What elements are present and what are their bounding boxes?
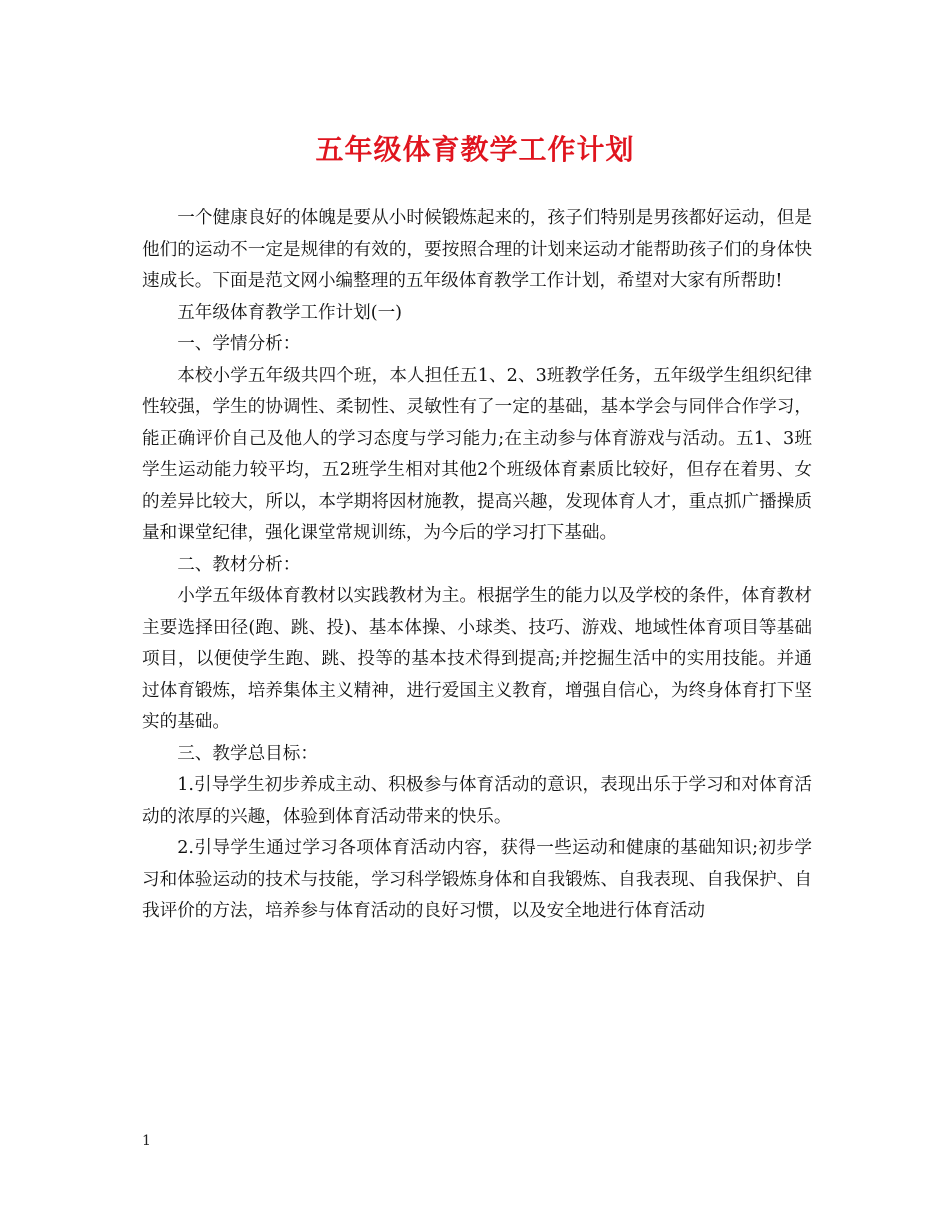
page-number: 1 bbox=[142, 1133, 151, 1149]
plan-heading: 五年级体育教学工作计划(一) bbox=[177, 302, 403, 323]
material-analysis-paragraph: 小学五年级体育教材以实践教材为主。根据学生的能力以及学校的条件，体育教材主要选择田径(跑、跳、投)、基本体操、小球类、技巧、游戏、地域性体育项目等基础项目，以便使学生跑、跳、投等的基本技术得到提高;并挖掘生活中的实用技能。并通过体育锻炼，培养集体主义精神，进行爱国主义教育，增强自信心，为终身体育打下坚实的基础。 bbox=[142, 586, 812, 732]
document-title: 五年级体育教学工作计划 bbox=[315, 133, 635, 166]
goal-item-1: 1.引导学生初步养成主动、积极参与体育活动的意识，表现出乐于学习和对体育活动的浓厚的兴趣，体验到体育活动带来的快乐。 bbox=[142, 775, 812, 827]
section-heading-material-analysis: 二、教材分析： bbox=[177, 554, 301, 575]
goal-item-2: 2.引导学生通过学习各项体育活动内容，获得一些运动和健康的基础知识;初步学习和体验运动的技术与技能，学习科学锻炼身体和自我锻炼、自我表现、自我保护、自我评价的方法，培养参与体育活动的良好习惯，以及安全地进行体育活动 bbox=[142, 838, 812, 921]
student-analysis-paragraph: 本校小学五年级共四个班，本人担任五1、2、3班教学任务，五年级学生组织纪律性较强，学生的协调性、柔韧性、灵敏性有了一定的基础，基本学会与同伴合作学习，能正确评价自己及他人的学习态度与学习能力;在主动参与体育游戏与活动。五1、3班学生运动能力较平均，五2班学生相对其他2个班级体育素质比较好，但存在着男、女的差异比较大，所以，本学期将因材施教，提高兴趣，发现体育人才，重点抓广播操质量和课堂纪律，强化课堂常规训练，为今后的学习打下基础。 bbox=[142, 365, 812, 543]
section-heading-teaching-goals: 三、教学总目标： bbox=[177, 743, 318, 764]
document-body bbox=[142, 203, 812, 928]
section-heading-student-analysis: 一、学情分析： bbox=[177, 334, 301, 354]
intro-paragraph: 一个健康良好的体魄是要从小时候锻炼起来的，孩子们特别是男孩都好运动，但是他们的运动不一定是规律的有效的，要按照合理的计划来运动才能帮助孩子们的身体快速成长。下面是范文网小编整理的五年级体育教学工作计划，希望对大家有所帮助! bbox=[142, 208, 812, 291]
